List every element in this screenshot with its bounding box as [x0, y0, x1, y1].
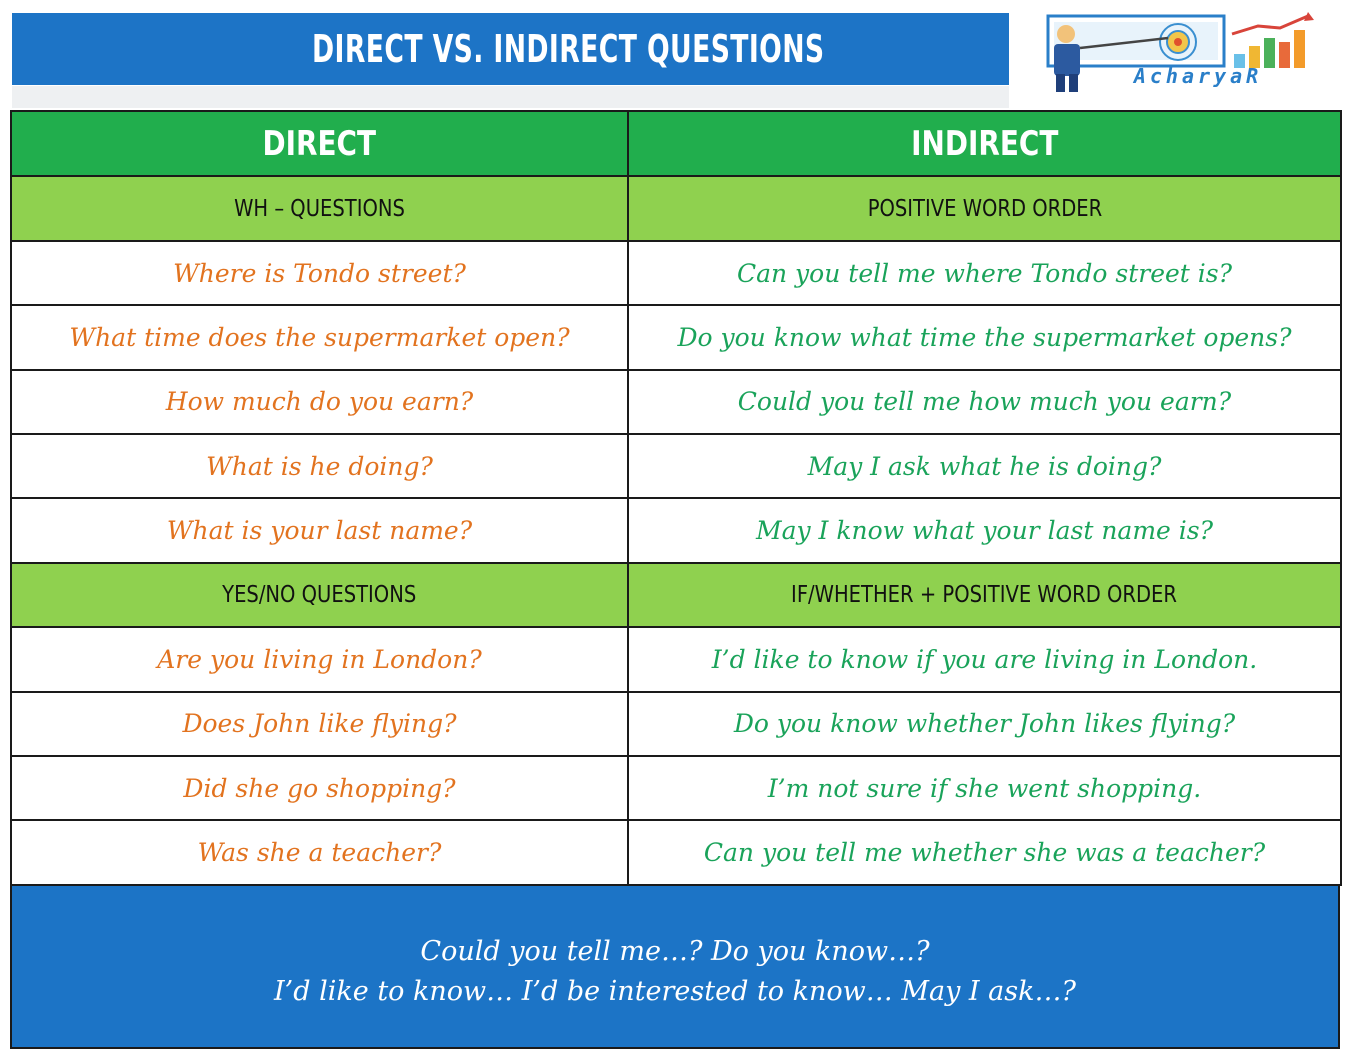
section-heading-indirect: POSITIVE WORD ORDER — [628, 176, 1341, 240]
indirect-question: Can you tell me where Tondo street is? — [628, 241, 1341, 305]
indirect-question: May I know what your last name is? — [628, 498, 1341, 562]
direct-question: What is he doing? — [11, 434, 628, 498]
indirect-question: I’m not sure if she went shopping. — [628, 756, 1341, 820]
direct-question: Are you living in London? — [11, 627, 628, 691]
direct-question: Where is Tondo street? — [11, 241, 628, 305]
indirect-question: Can you tell me whether she was a teacher? — [628, 820, 1341, 885]
section-header-row — [11, 563, 1341, 627]
brand-logo — [1018, 12, 1338, 98]
direct-question: Was she a teacher? — [11, 820, 628, 885]
title-banner — [12, 13, 1009, 85]
direct-question: What time does the supermarket open? — [11, 305, 628, 369]
section-heading-direct: WH – QUESTIONS — [11, 176, 628, 240]
table-row — [11, 627, 1341, 691]
indirect-question: Do you know whether John likes flying? — [628, 692, 1341, 756]
section-heading-direct: YES/NO QUESTIONS — [11, 563, 628, 627]
table-row — [11, 820, 1341, 885]
table-row — [11, 756, 1341, 820]
indirect-question: Could you tell me how much you earn? — [628, 370, 1341, 434]
section-header-row — [11, 176, 1341, 240]
footer-line-2: I’d like to know… I’d be interested to know… May I ask…? — [274, 975, 1076, 1007]
logo-wordmark: AcharyaR — [1133, 64, 1263, 88]
column-header-direct: DIRECT — [11, 111, 628, 176]
person-icon — [1057, 25, 1075, 43]
direct-question: What is your last name? — [11, 498, 628, 562]
table-row — [11, 498, 1341, 562]
footer-line-1: Could you tell me…? Do you know…? — [420, 935, 930, 967]
column-header-indirect: INDIRECT — [628, 111, 1341, 176]
table-header-row — [11, 111, 1341, 176]
page-title: DIRECT VS. INDIRECT QUESTIONS — [312, 27, 825, 71]
table-row — [11, 305, 1341, 369]
direct-question: Did she go shopping? — [11, 756, 628, 820]
direct-question: How much do you earn? — [11, 370, 628, 434]
questions-table — [10, 110, 1342, 886]
footer-phrases-box — [10, 884, 1340, 1049]
table-row — [11, 434, 1341, 498]
section-heading-indirect: IF/WHETHER + POSITIVE WORD ORDER — [628, 563, 1341, 627]
indirect-question: Do you know what time the supermarket opens? — [628, 305, 1341, 369]
direct-question: Does John like flying? — [11, 692, 628, 756]
table-row — [11, 692, 1341, 756]
table-row — [11, 370, 1341, 434]
table-row — [11, 241, 1341, 305]
indirect-question: May I ask what he is doing? — [628, 434, 1341, 498]
divider-strip — [12, 86, 1009, 108]
indirect-question: I’d like to know if you are living in London. — [628, 627, 1341, 691]
